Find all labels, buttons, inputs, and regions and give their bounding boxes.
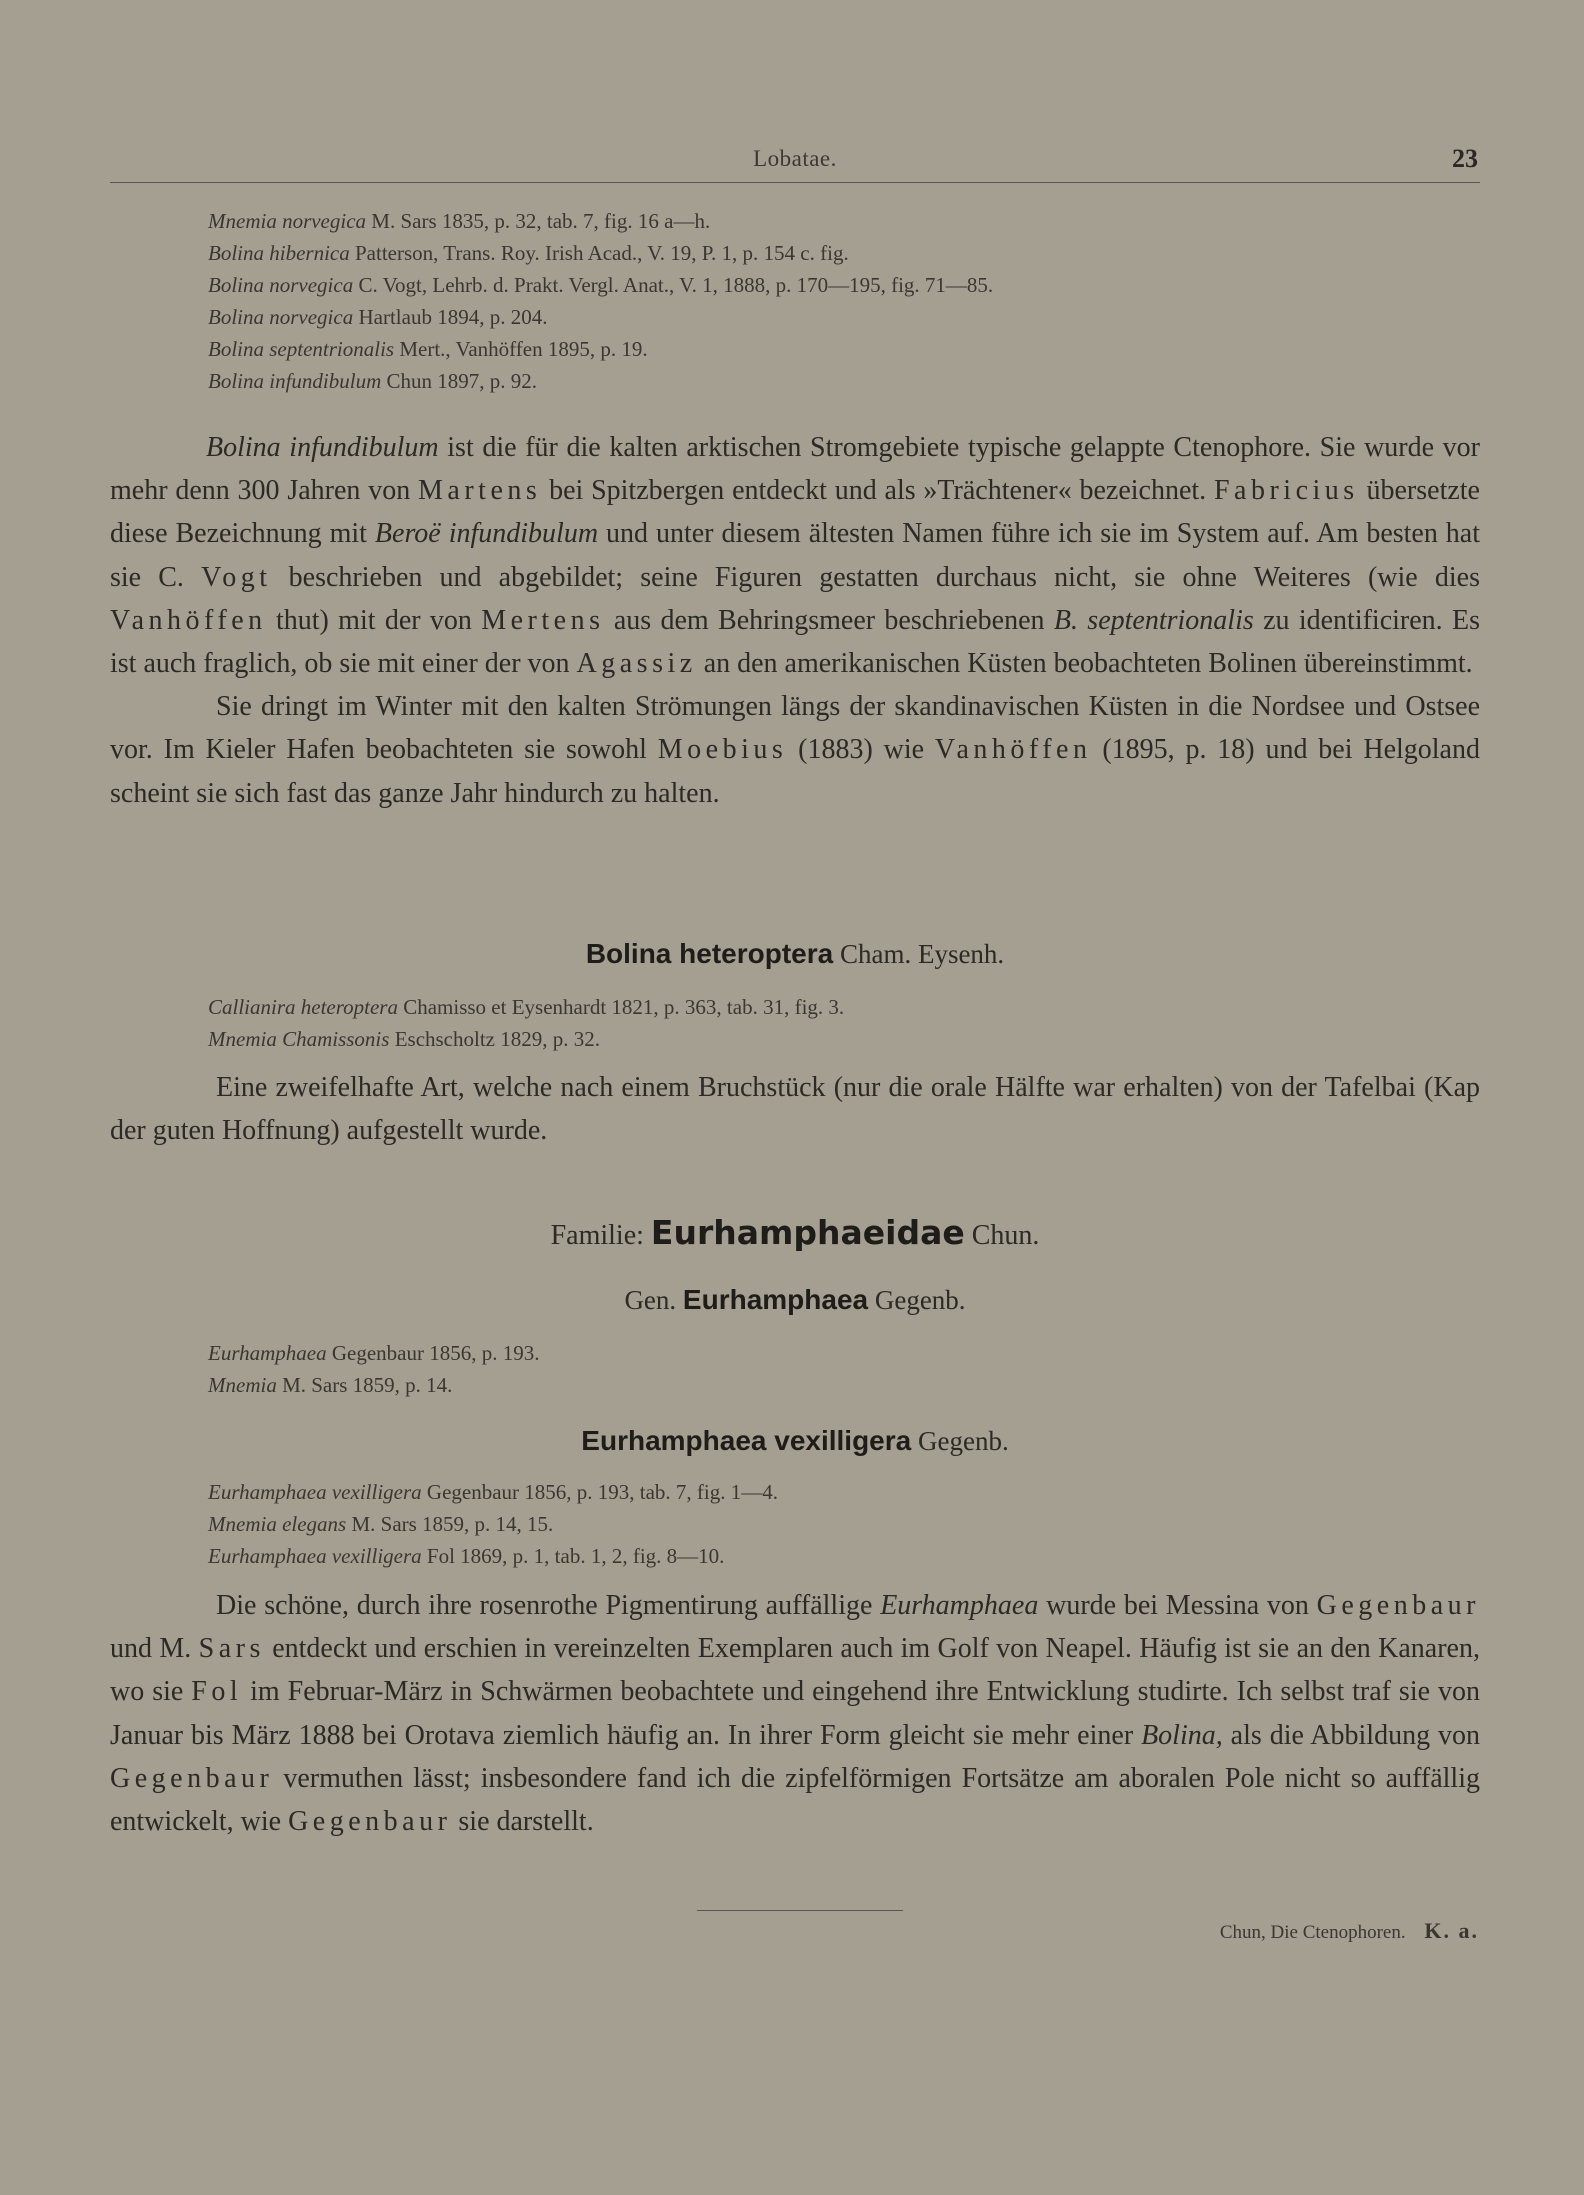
synonym-name: Mnemia elegans — [208, 1512, 347, 1536]
genus-name: Eurhamphaea — [682, 1284, 869, 1315]
text-run: entdeckt und erschien in vereinzelten Exemplaren auch im Golf von Neapel. Häufig ist sie an den Kanaren, wo sie — [110, 1633, 1480, 1708]
author-name: Fol — [191, 1676, 243, 1708]
text-run: sie darstellt. — [451, 1806, 594, 1838]
italic-term: Eurhamphaea — [880, 1590, 1039, 1621]
synonym-reference: Chun 1897, p. 92. — [386, 369, 538, 393]
page-number: 23 — [1452, 144, 1478, 173]
italic-term: Beroë infundibulum — [374, 518, 599, 550]
italic-term: Bolina infundibulum — [206, 432, 439, 463]
synonym-name: Eurhamphaea — [208, 1341, 327, 1365]
synonym-entry — [110, 991, 1480, 1023]
footer-text: Chun, Die Ctenophoren. — [1219, 1922, 1406, 1943]
author-name: Mertens — [481, 604, 605, 636]
synonym-name: Bolina norvegica — [208, 305, 354, 329]
synonym-reference: M. Sars 1859, p. 14. — [282, 1373, 453, 1397]
synonym-name: Callianira heteroptera — [208, 995, 398, 1019]
synonym-name: Mnemia norvegica — [208, 209, 367, 233]
synonym-name: Bolina septentrionalis — [208, 337, 395, 361]
text-run: aus dem Behringsmeer beschriebenen — [604, 604, 1054, 636]
genus-author: Gegenb. — [874, 1285, 966, 1315]
family-name: Eurhamphaeidae — [650, 1213, 965, 1252]
synonym-reference: Hartlaub 1894, p. 204. — [358, 305, 548, 329]
species-heading — [110, 1425, 1480, 1457]
signature-mark: K. a. — [1424, 1918, 1479, 1943]
author-name: Moebius — [657, 734, 788, 766]
synonymy-list — [110, 991, 1480, 1055]
synonym-reference: M. Sars 1859, p. 14, 15. — [351, 1512, 554, 1536]
text-run: Sie dringt im Winter mit den kalten Strömungen längs der skandinavischen Küsten in die Nordsee und Ostsee vor. Im Kieler Hafen beobachteten sie sowohl — [110, 691, 1480, 766]
family-label: Familie: — [550, 1220, 644, 1251]
author-name: Agassiz — [576, 648, 697, 680]
paragraph — [110, 1066, 1480, 1152]
synonymy-list — [110, 1476, 1480, 1572]
text-run: im Februar-März in Schwärmen beobachtete und eingehend ihre Entwicklung studirte. Ich selbst traf sie von Januar bis März 1888 bei Orotava ziemlich häufig an. In ihrer Form gleicht sie mehr einer — [110, 1676, 1481, 1751]
running-header — [110, 142, 1480, 183]
synonym-name: Bolina hibernica — [208, 241, 350, 265]
genus-prefix: Gen. — [624, 1285, 677, 1315]
author-name: Gegenbaur — [288, 1806, 452, 1838]
text-run: übersetzte diese Bezeichnung mit — [110, 475, 1480, 550]
author-name: Gegenbaur — [110, 1762, 274, 1794]
text-run: zu identificiren. Es ist auch fraglich, ob sie mit einer der von — [110, 604, 1480, 680]
family-author: Chun. — [971, 1220, 1040, 1251]
author-name: Gegenbaur — [1316, 1590, 1480, 1621]
text-run: und M. — [110, 1633, 199, 1665]
text-run: Die schöne, durch ihre rosenrothe Pigmentirung auffällige — [216, 1590, 881, 1621]
synonym-reference: Chamisso et Eysenhardt 1821, p. 363, tab. 31, fig. 3. — [403, 995, 845, 1019]
synonym-name: Mnemia — [208, 1373, 277, 1397]
synonym-entry — [110, 1369, 1480, 1401]
synonym-entry — [110, 333, 1480, 365]
text-run: als die Abbildung von — [1222, 1719, 1481, 1751]
italic-term: Bolina, — [1141, 1719, 1223, 1751]
species-author: Gegenb. — [917, 1426, 1009, 1456]
author-name: Vanhöffen — [110, 604, 267, 636]
synonym-entry — [110, 269, 1480, 301]
synonym-reference: Eschscholtz 1829, p. 32. — [394, 1027, 600, 1051]
body-text — [110, 1066, 1480, 1152]
synonym-reference: M. Sars 1835, p. 32, tab. 7, fig. 16 a—h. — [371, 209, 711, 233]
synonym-name: Mnemia Chamissonis — [208, 1027, 390, 1051]
text-run: beschrieben und abgebildet; seine Figuren gestatten durchaus nicht, sie ohne Weiteres (wie dies — [271, 561, 1480, 593]
paragraph — [110, 426, 1480, 685]
synonym-reference: Mert., Vanhöffen 1895, p. 19. — [399, 337, 648, 361]
italic-term: B. septentrionalis — [1053, 604, 1254, 636]
genus-heading — [110, 1284, 1480, 1316]
text-run: wurde bei Messina von — [1038, 1590, 1317, 1621]
synonym-entry — [110, 1508, 1480, 1540]
synonym-name: Eurhamphaea vexilligera — [208, 1480, 422, 1504]
text-run: an den amerikanischen Küsten beobachteten Bolinen übereinstimmt. — [696, 648, 1473, 680]
synonym-entry — [110, 1540, 1480, 1572]
species-name: Eurhamphaea vexilligera — [581, 1425, 912, 1456]
synonym-reference: Gegenbaur 1856, p. 193, tab. 7, fig. 1—4. — [426, 1480, 779, 1504]
text-run: ist die für die kalten arktischen Stromgebiete typische gelappte Ctenophore. Sie wurde vor mehr denn 300 Jahren von — [110, 432, 1481, 507]
text-run: thut) mit der von — [266, 604, 482, 636]
body-text — [110, 426, 1480, 815]
synonym-reference: Gegenbaur 1856, p. 193. — [331, 1341, 540, 1365]
species-heading — [110, 938, 1480, 970]
author-name: Vanhöffen — [934, 734, 1092, 766]
author-name: Martens — [418, 475, 542, 507]
text-run: (1895, p. 18) und bei Helgoland scheint sie sich fast das ganze Jahr hindurch zu halten. — [110, 734, 1480, 809]
author-name: Vogt — [201, 561, 272, 593]
species-name: Bolina heteroptera — [585, 938, 834, 969]
synonym-name: Eurhamphaea vexilligera — [208, 1544, 422, 1568]
text-run: Eine zweifelhafte Art, welche nach einem Bruchstück (nur die orale Hälfte war erhalten) von der Tafelbai (Kap der guten Hoffnung) aufgestellt wurde. — [110, 1072, 1480, 1147]
footer-rule — [697, 1910, 903, 1911]
running-title: Lobatae. — [753, 146, 837, 171]
synonym-entry — [110, 237, 1480, 269]
synonym-reference: C. Vogt, Lehrb. d. Prakt. Vergl. Anat., V. 1, 1888, p. 170—195, fig. 71—85. — [358, 273, 994, 297]
synonym-reference: Patterson, Trans. Roy. Irish Acad., V. 19, P. 1, p. 154 c. fig. — [354, 241, 849, 265]
text-run: vermuthen lässt; insbesondere fand ich die zipfelförmigen Fortsätze am aboralen Pole nicht so auffällig entwickelt, wie — [110, 1762, 1480, 1838]
synonym-entry — [110, 1476, 1480, 1508]
text-run: bei Spitzbergen entdeckt und als »Trächtener« bezeichnet. — [541, 475, 1214, 507]
paragraph — [110, 685, 1480, 815]
paragraph — [110, 1584, 1480, 1843]
synonym-entry — [110, 365, 1480, 397]
species-author: Cham. Eysenh. — [839, 939, 1005, 969]
synonym-entry — [110, 1023, 1480, 1055]
text-run: und unter diesem ältesten Namen führe ich sie im System auf. Am besten hat sie C. — [110, 518, 1481, 593]
text-run: (1883) wie — [787, 734, 935, 766]
author-name: Sars — [198, 1633, 265, 1665]
synonym-name: Bolina infundibulum — [208, 369, 382, 393]
synonym-entry — [110, 205, 1480, 237]
author-name: Fabricius — [1213, 475, 1359, 507]
synonym-entry — [110, 301, 1480, 333]
synonym-reference: Fol 1869, p. 1, tab. 1, 2, fig. 8—10. — [426, 1544, 725, 1568]
synonymy-list — [110, 205, 1480, 397]
synonym-entry — [110, 1337, 1480, 1369]
family-heading — [110, 1213, 1480, 1252]
footer — [1220, 1918, 1479, 1944]
synonymy-list — [110, 1337, 1480, 1401]
synonym-name: Bolina norvegica — [208, 273, 354, 297]
body-text — [110, 1584, 1480, 1843]
